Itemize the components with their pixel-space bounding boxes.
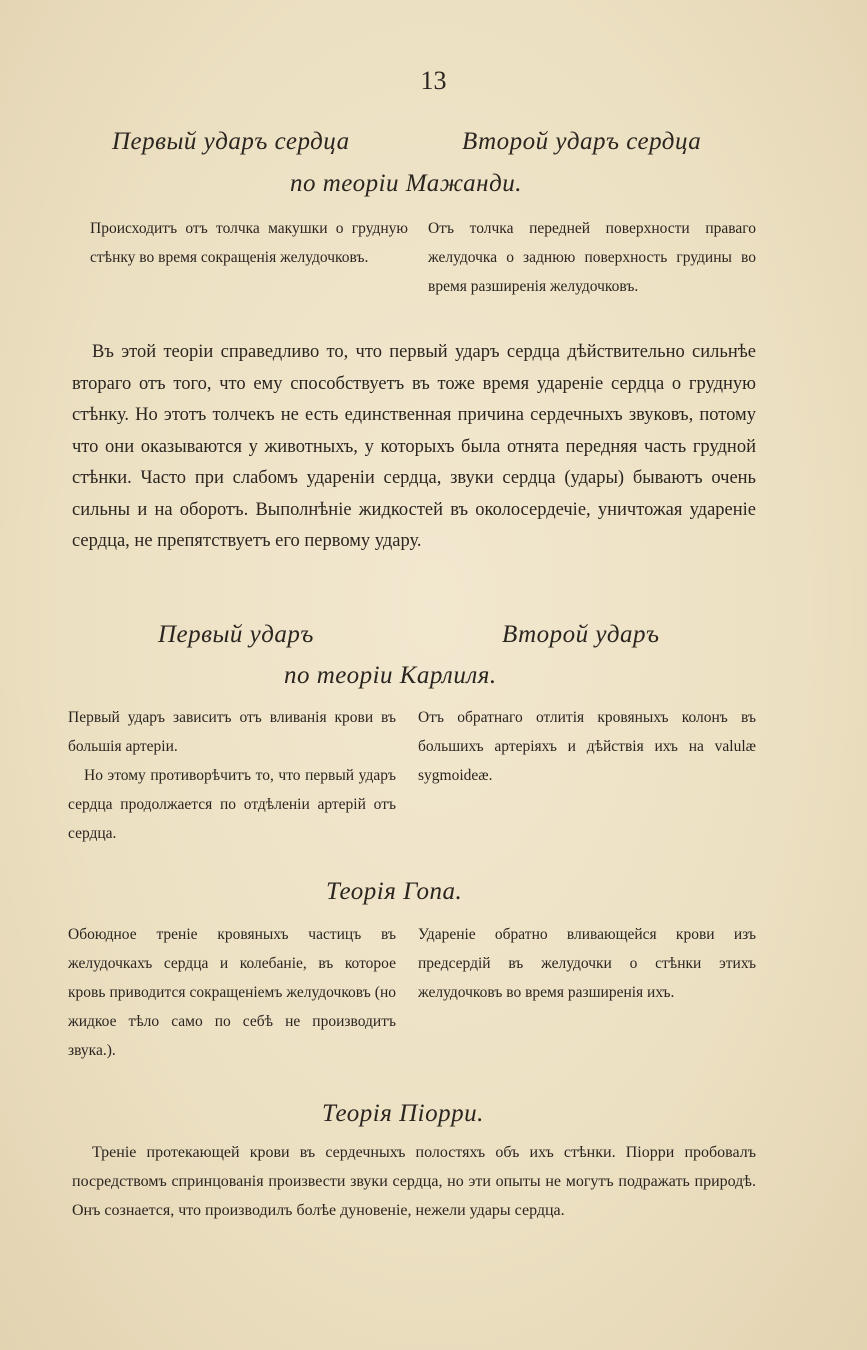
section2-col-left [68, 703, 396, 848]
section1-heading-right: Второй ударъ сердца [462, 128, 702, 155]
section4-heading: Теорія Піорри. [322, 1100, 484, 1127]
paragraph-1: Въ этой теоріи справедливо то, что первый ударъ сердца дѣйствительно сильнѣе втораго отъ того, что ему способствуетъ въ тоже время удареніе сердца о грудную стѣнку. Но этотъ толчекъ не есть единственная причина сердечныхъ звуковъ, потому что они оказываются у животныхъ, у которыхъ была отнята передняя часть грудной стѣнки. Часто при слабомъ удареніи сердца, звуки сердца (удары) бываютъ очень сильны и на оборотъ. Выполнѣніе жидкостей въ околосердечіе, уничтожая удареніе сердца, не препятствуетъ его первому удару. [72, 342, 756, 551]
section4-paragraph: Треніе протекающей крови въ сердечныхъ полостяхъ объ ихъ стѣнки. Піорри пробовалъ посредствомъ спринцованія произвести звуки сердца, но эти опыты не могутъ подражать природѣ. Онъ сознается, что производилъ болѣе дуновеніе, нежели удары сердца. [72, 1144, 756, 1219]
section3-col-right: Удареніе обратно вливающейся крови изъ предсердій въ желудочки о стѣнки этихъ желудочковъ во время разширенія ихъ. [418, 926, 756, 1001]
section2-subheading: по теоріи Карлиля. [284, 662, 497, 689]
section3-col-left: Обоюдное треніе кровяныхъ частицъ въ желудочкахъ сердца и колебаніе, въ которое кровь приводится сокращеніемъ желудочковъ (но жидкое тѣло само по себѣ не производитъ звука.). [68, 926, 396, 1059]
section1-subheading: по теоріи Мажанди. [290, 170, 522, 197]
section1-col-left: Происходитъ отъ толчка макушки о грудную стѣнку во время сокращенія желудочковъ. [90, 220, 408, 266]
section2-heading-right: Второй ударъ [502, 621, 660, 648]
page-number: 13 [420, 66, 447, 95]
section1-col-right: Отъ толчка передней поверхности праваго желудочка о заднюю поверхность грудины во время разширенія желудочковъ. [428, 220, 756, 295]
section2-col-left-p2: Но этому противорѣчитъ то, что первый ударъ сердца продолжается по отдѣленіи артерій отъ сердца. [68, 767, 396, 842]
section2-col-left-p1: Первый ударъ зависитъ отъ вливанія крови въ большія артеріи. [68, 709, 396, 755]
section3-heading: Теорія Гопа. [326, 878, 463, 905]
section2-col-right: Отъ обратнаго отлитія кровяныхъ колонъ въ большихъ артеріяхъ и дѣйствія ихъ на valulæ sygmoideæ. [418, 709, 756, 784]
section2-heading-left: Первый ударъ [158, 621, 314, 648]
section1-heading-left: Первый ударъ сердца [112, 128, 350, 155]
